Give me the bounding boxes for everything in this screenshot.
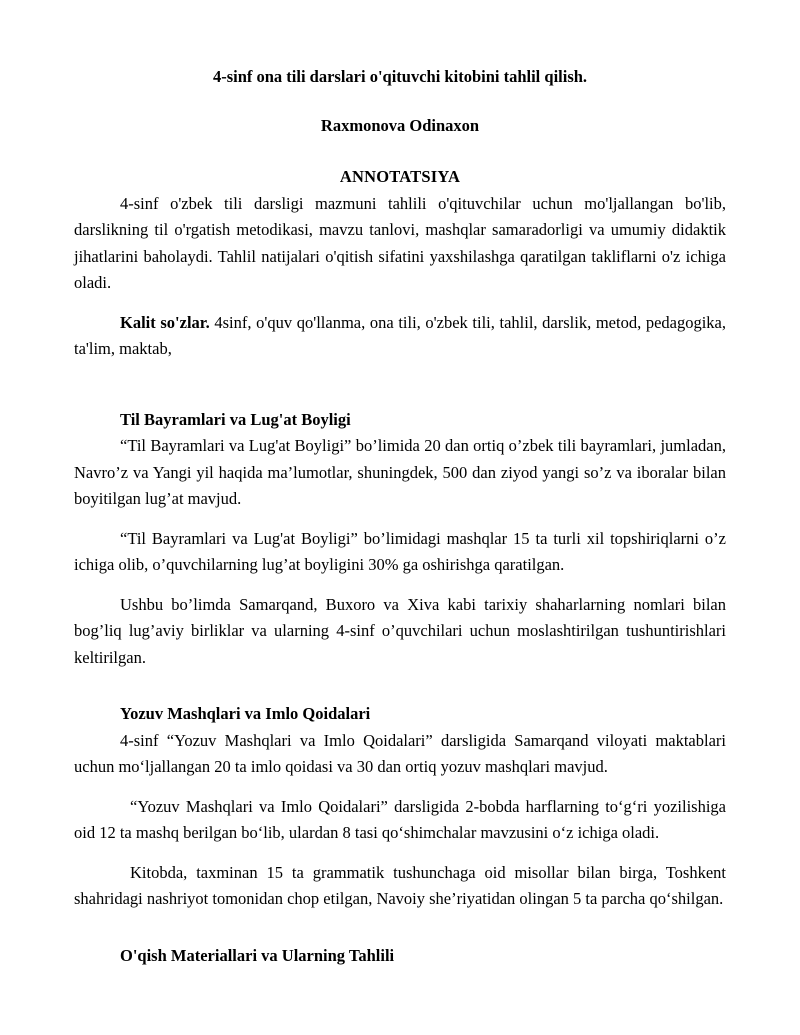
author-name: Raxmonova Odinaxon [320, 115, 480, 135]
section1-paragraph-2: “Til Bayramlari va Lug'at Boyligi” bo’limidagi mashqlar 15 ta turli xil topshiriqlarni o’z ichiga olib, o’quvchilarning lug’at boyligini 30% ga oshirishga qaratilgan. [74, 528, 726, 574]
section1-paragraph-1: “Til Bayramlari va Lug'at Boyligi” bo’limida 20 dan ortiq o’zbek tili bayramlari, jumladan, Navro’z va Yangi yil haqida ma’lumotlar, shuningdek, 500 dan ziyod yangi so’z va iboralar bilan boyitilgan lug’at mavjud. [74, 436, 726, 508]
annotation-heading: ANNOTATSIYA [339, 167, 461, 186]
section1-paragraph-3: Ushbu bo’limda Samarqand, Buxoro va Xiva kabi tarixiy shaharlarning nomlari bilan bog’liq lug’aviy birliklar va ularning 4-sinf o’quvchilari uchun moslashtirilgan tushuntirishlari keltirilgan. [74, 594, 726, 667]
annotation-paragraph: 4-sinf o'zbek tili darsligi mazmuni tahlili o'qituvchilar uchun mo'ljallangan bo'lib, darslikning til o'rgatish metodikasi, mavzu tanlovi, mashqlar samaradorligi va umumiy didaktik jihatlarini baholaydi. Tahlil natijalari o'qitish sifatini yaxshilashga qaratilgan takliflarni o'z ichiga oladi. [74, 193, 726, 292]
section2-paragraph-3: Kitobda, taxminan 15 ta grammatik tushunchaga oid misollar bilan birga, Toshkent shahridagi nashriyot tomonidan chop etilgan, Navoiy she’riyatidan olingan 5 ta parcha qo‘shilgan. [74, 862, 726, 908]
section2-paragraph-1: 4-sinf “Yozuv Mashqlari va Imlo Qoidalari” darsligida Samarqand viloyati maktablari uchun mo‘ljallangan 20 ta imlo qoidasi va 30 dan ortiq yozuv mashqlari mavjud. [74, 730, 726, 776]
document-title: 4-sinf ona tili darslari o'qituvchi kitobini tahlil qilish. [212, 67, 588, 86]
keywords-text: 4sinf, o'quv qo'llanma, ona tili, o'zbek tili, tahlil, darslik, metod, pedagogika, ta'lim, maktab, [74, 312, 727, 358]
keywords-paragraph [74, 310, 726, 363]
section2-paragraph-2: “Yozuv Mashqlari va Imlo Qoidalari” darsligida 2-bobda harflarning to‘g‘ri yozilishiga oid 12 ta mashq berilgan bo‘lib, ulardan 8 tasi qo‘shimchalar mavzusini o‘z ichiga oladi. [74, 796, 726, 842]
section-heading-yozuv-mashqlari: Yozuv Mashqlari va Imlo Qoidalari [120, 704, 371, 723]
keywords-label: Kalit so'zlar. [120, 312, 210, 332]
section-heading-oqish-materiallari: O'qish Materiallari va Ularning Tahlili [120, 945, 395, 965]
section-heading-til-bayramlari: Til Bayramlari va Lug'at Boyligi [120, 409, 351, 429]
